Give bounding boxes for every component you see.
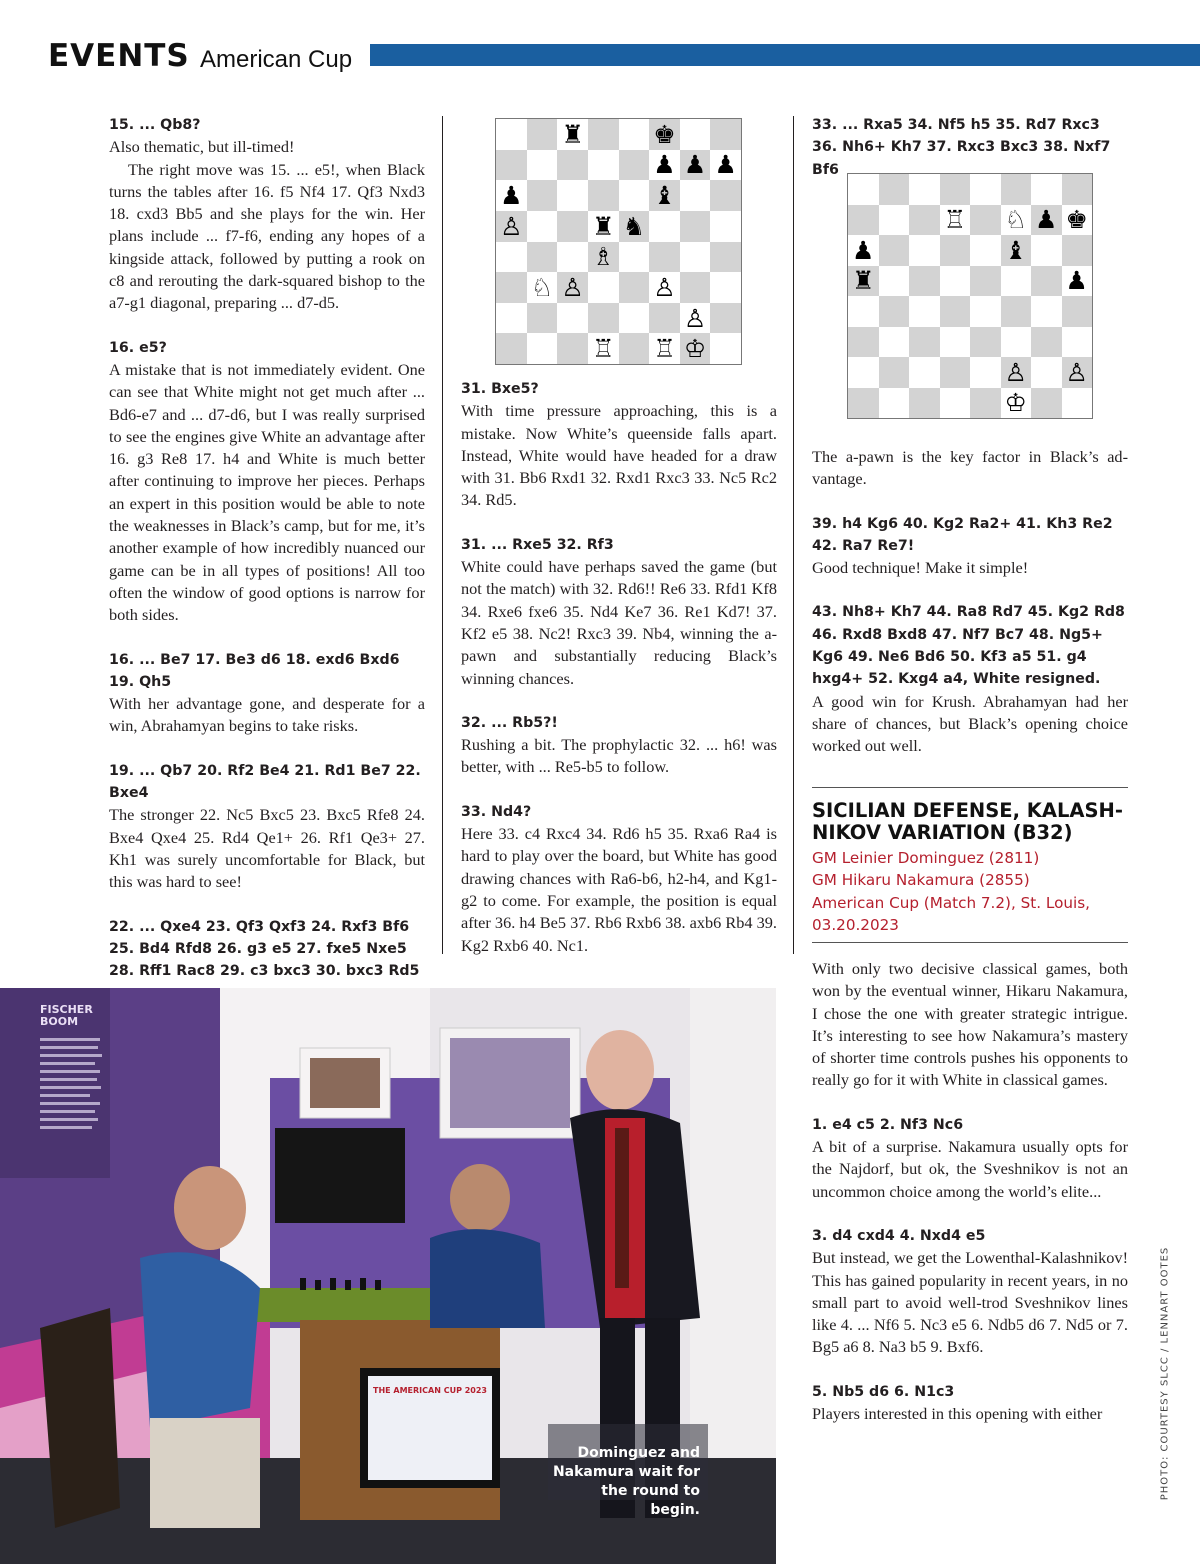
- annotation-text: But instead, we get the Lowenthal-Kalashnikov! This has gained popularity in recent years, in no small part to avoid well-trod Sveshnikov lines like 4. ... Nf6 5. Nc3 e5 6. Ndb5 d6 7. Nd5 or 7. Bg5 a6 8. Na3 b5 9. Bxf6.: [812, 1248, 1128, 1357]
- black-knight-icon: ♞: [622, 211, 646, 241]
- board-square: [588, 242, 619, 273]
- board-square: [496, 242, 527, 273]
- annotation-text: A bit of a surprise. Nakamura usually opts for the Najdorf, but ok, the Sveshnikov is not an uncommon choice among the world’s elite...: [812, 1137, 1128, 1201]
- move-sequence: 5. Nb5 d6 6. N1c3: [812, 1383, 955, 1400]
- paragraph-gap: [812, 1203, 1128, 1225]
- board-square: [909, 296, 940, 327]
- board-square: [496, 303, 527, 334]
- board-square: [1062, 266, 1093, 297]
- white-pawn-icon: ♙: [561, 272, 584, 302]
- paragraph-gap: [812, 1359, 1128, 1381]
- game-title: SICILIAN DEFENSE, KALASHNIKOV VARIATION (B32): [812, 799, 1123, 844]
- subsection-label: American Cup: [200, 46, 353, 73]
- move-sequence: 31. Bxe5?: [461, 381, 539, 397]
- paragraph-gap: [109, 894, 425, 916]
- board-square: [527, 303, 558, 334]
- board-square: [848, 266, 879, 297]
- header-accent-bar: [370, 44, 1200, 66]
- board-square: [1001, 327, 1032, 358]
- board-square: [710, 150, 741, 181]
- board-square: [1001, 235, 1032, 266]
- black-bishop-icon: ♝: [1004, 235, 1027, 265]
- board-square: [940, 357, 971, 388]
- annotation-text: With her advantage gone, and desperate for a win, Abrahamyan begins to take risks.: [109, 694, 425, 736]
- board-square: [879, 235, 910, 266]
- move-sequence: 16. ... Be7 17. Be3 d6 18. exd6 Bxd6 19. Qh5: [109, 651, 400, 690]
- board-square: [496, 150, 527, 181]
- black-pawn-icon: ♟: [500, 181, 523, 211]
- board-square: [710, 180, 741, 211]
- board-square: [527, 242, 558, 273]
- annotation-text: With only two decisive classical games, both won by the eventual winner, Hikaru Nakamura, I chose the one with greater strategic intrigue. It’s interesting to see how Nakamura’s mastery of shorter time controls pushes his opponents to really go for it with White in classical games.: [812, 959, 1128, 1090]
- chess-diagram-move-31: [495, 118, 742, 365]
- board-square: [848, 235, 879, 266]
- black-player: GM Hikaru Nakamura (2855): [812, 871, 1030, 890]
- photo-credit: [1157, 1211, 1173, 1541]
- black-king-icon: ♚: [653, 119, 676, 149]
- wall-sign-text: FISCHER BOOM: [40, 1003, 93, 1028]
- board-square: [710, 272, 741, 303]
- board-square: [680, 119, 711, 150]
- white-pawn-icon: ♙: [683, 303, 707, 333]
- board-square: [680, 150, 711, 181]
- board-square: [588, 303, 619, 334]
- annotation-text: A mistake that is not immediately evident. One can see that White might not get much after ... Bd6-e7 and ... d7-d6, but I was really surprised to see the engines give White an advantage after 16. g3 Re8 17. h4 and White is much better after continuing to improve her pieces. Perhaps an expert in this position would be able to note the weaknesses in Black’s camp, but for me, it’s another example of how incredibly nuanced our game can be in all types of positions! All too often the window of good options is narrow for both sides.: [109, 359, 425, 625]
- board-square: [1062, 235, 1093, 266]
- board-square: [557, 333, 588, 364]
- paragraph-gap: [812, 491, 1128, 513]
- board-square: [1001, 266, 1032, 297]
- board-square: [619, 119, 650, 150]
- board-square: [527, 180, 558, 211]
- section-label: EVENTS: [48, 38, 190, 74]
- board-square: [1031, 327, 1062, 358]
- board-square: [557, 119, 588, 150]
- board-square: [649, 211, 680, 242]
- board-square: [909, 357, 940, 388]
- paragraph-gap: [109, 738, 425, 760]
- move-sequence: 16. e5?: [109, 339, 167, 356]
- annotation-text: The a-pawn is the key factor in Black’s advantage.: [812, 447, 1128, 489]
- board-square: [619, 272, 650, 303]
- board-square: [649, 180, 680, 211]
- board-square: [680, 333, 711, 364]
- board-square: [619, 180, 650, 211]
- board-square: [970, 235, 1001, 266]
- board-square: [527, 150, 558, 181]
- board-square: [970, 266, 1001, 297]
- column-2-text: [461, 378, 777, 957]
- chess-diagram-move-38: [847, 173, 1093, 419]
- annotation-text: Good technique! Make it simple!: [812, 558, 1029, 578]
- board-square: [1001, 357, 1032, 388]
- black-pawn-icon: ♟: [852, 235, 875, 265]
- board-square: [879, 296, 910, 327]
- board-square: [1001, 388, 1032, 419]
- board-square: [710, 119, 741, 150]
- white-bishop-icon: ♗: [591, 242, 615, 272]
- move-sequence: 15. ... Qb8?: [109, 117, 201, 133]
- board-square: [649, 150, 680, 181]
- annotation-text: Rushing a bit. The prophylactic 32. ... h6! was better, with ... Re5-b5 to follow.: [461, 735, 777, 777]
- board-square: [710, 211, 741, 242]
- move-sequence: 1. e4 c5 2. Nf3 Nc6: [812, 1116, 964, 1133]
- tv-screen-text: THE AMERICAN CUP 2023: [373, 1386, 487, 1395]
- board-square: [1062, 205, 1093, 236]
- column-rule-left: [442, 116, 443, 954]
- move-sequence: 22. ... Qxe4 23. Qf3 Qxf3 24. Rxf3 Bf6 25. Bd4 Rfd8 26. g3 e5 27. fxe5 Nxe5 28. Rff1 Rac8 29. c3 bxc3 30. bxc3 Rd5: [109, 918, 420, 980]
- board-square: [1062, 327, 1093, 358]
- paragraph-gap: [109, 315, 425, 337]
- board-square: [619, 242, 650, 273]
- board-square: [1031, 388, 1062, 419]
- board-square: [619, 333, 650, 364]
- board-square: [680, 211, 711, 242]
- paragraph-gap: [812, 579, 1128, 601]
- white-rook-icon: ♖: [943, 205, 966, 235]
- white-pawn-icon: ♙: [653, 272, 676, 302]
- board-square: [710, 303, 741, 334]
- board-square: [970, 327, 1001, 358]
- board-square: [1031, 235, 1062, 266]
- board-square: [879, 205, 910, 236]
- board-square: [527, 333, 558, 364]
- board-square: [1001, 205, 1032, 236]
- board-square: [619, 150, 650, 181]
- annotation-text: Also thematic, but ill-timed!: [109, 137, 295, 157]
- board-square: [909, 327, 940, 358]
- white-pawn-icon: ♙: [1004, 357, 1027, 387]
- board-square: [557, 211, 588, 242]
- white-king-icon: ♔: [683, 334, 707, 364]
- annotation-text: With time pressure approaching, this is a mistake. Now White’s queenside falls apart. Instead, White would have headed for a draw with 31. Bb6 Rxd1 32. Rxd1 Rxc3 33. Nc5 Rc2 34. Rd5.: [461, 401, 777, 510]
- white-knight-icon: ♘: [1004, 205, 1027, 235]
- column-3-text-mid: [812, 446, 1128, 758]
- board-square: [588, 180, 619, 211]
- black-rook-icon: ♜: [561, 119, 584, 149]
- board-square: [970, 388, 1001, 419]
- board-square: [710, 242, 741, 273]
- board-square: [496, 272, 527, 303]
- board-square: [557, 303, 588, 334]
- board-square: [1031, 174, 1062, 205]
- black-pawn-icon: ♟: [653, 150, 676, 180]
- black-pawn-icon: ♟: [683, 150, 707, 180]
- board-square: [557, 150, 588, 181]
- annotation-text: White could have perhaps saved the game (but not the match) with 32. Rd6!! Re6 33. Rfd1 Kf8 34. Rxe6 fxe6 35. Nd4 Ke7 36. Re1 Kd7! 37. Kf2 e5 38. Nc2! Rxc3 39. Nb4, winning the a-pawn and substantially reducing Black’s winning chances.: [461, 557, 777, 688]
- column-3-moves-top: [812, 114, 1128, 181]
- board-square: [940, 296, 971, 327]
- board-square: [680, 303, 711, 334]
- board-square: [649, 119, 680, 150]
- column-3-text-bottom: [812, 958, 1128, 1425]
- board-square: [940, 266, 971, 297]
- board-square: [848, 205, 879, 236]
- board-square: [649, 303, 680, 334]
- board-square: [879, 388, 910, 419]
- board-square: [909, 205, 940, 236]
- board-square: [1031, 205, 1062, 236]
- board-square: [496, 211, 527, 242]
- black-pawn-icon: ♟: [1035, 205, 1058, 235]
- board-square: [680, 272, 711, 303]
- board-square: [909, 174, 940, 205]
- board-square: [527, 211, 558, 242]
- board-square: [970, 357, 1001, 388]
- board-square: [848, 327, 879, 358]
- column-rule-right: [793, 116, 794, 954]
- move-sequence: 39. h4 Kg6 40. Kg2 Ra2+ 41. Kh3 Re2 42. Ra7 Re7!: [812, 515, 1113, 554]
- board-square: [848, 357, 879, 388]
- board-square: [680, 242, 711, 273]
- board-square: [1062, 174, 1093, 205]
- black-rook-icon: ♜: [591, 211, 615, 241]
- board-square: [496, 180, 527, 211]
- board-square: [1031, 357, 1062, 388]
- board-square: [1001, 296, 1032, 327]
- board-square: [970, 296, 1001, 327]
- board-square: [940, 174, 971, 205]
- board-square: [909, 235, 940, 266]
- annotation-text: A good win for Krush. Abrahamyan had her share of chances, but Black’s opening choice worked out well.: [812, 691, 1128, 756]
- white-rook-icon: ♖: [653, 334, 676, 364]
- board-square: [496, 333, 527, 364]
- wall-screen: [275, 1128, 405, 1223]
- column-1-text: [109, 114, 425, 982]
- board-square: [649, 333, 680, 364]
- move-sequence: 33. Nd4?: [461, 803, 532, 820]
- black-rook-icon: ♜: [852, 266, 875, 296]
- board-square: [619, 211, 650, 242]
- board-square: [1062, 357, 1093, 388]
- board-square: [848, 296, 879, 327]
- board-square: [527, 272, 558, 303]
- move-sequence: 43. Nh8+ Kh7 44. Ra8 Rd7 45. Kg2 Rd8 46. Rxd8 Bxd8 47. Nf7 Bc7 48. Ng5+ Kg6 49. Ne6 Bd6 50. Kf3 a5 51. g4 hxg4+ 52. Kxg4 a4, White resigned.: [812, 604, 1125, 688]
- board-square: [680, 180, 711, 211]
- annotation-text: The stronger 22. Nc5 Bxc5 23. Bxc5 Rfe8 24. Bxe4 Qxe4 25. Rd4 Qe1+ 26. Rf1 Qe3+ 27. Kh1 was surely uncomfortable for Black, but this was hard to see!: [109, 805, 425, 892]
- board-square: [649, 272, 680, 303]
- board-square: [588, 119, 619, 150]
- board-square: [879, 357, 910, 388]
- board-square: [619, 303, 650, 334]
- annotation-text: Players interested in this opening with either: [812, 1404, 1103, 1424]
- game-header-rule-top: [812, 787, 1128, 788]
- game-header-rule-bottom: [812, 942, 1128, 943]
- board-square: [557, 180, 588, 211]
- paragraph-gap: [461, 690, 777, 712]
- board-square: [970, 205, 1001, 236]
- board-square: [588, 272, 619, 303]
- white-king-icon: ♔: [1004, 388, 1027, 418]
- board-square: [848, 388, 879, 419]
- move-sequence: 32. ... Rb5?!: [461, 714, 558, 731]
- board-square: [557, 272, 588, 303]
- photo-caption: Dominguez and Nakamura wait for the round to begin.: [552, 1445, 700, 1518]
- board-square: [909, 388, 940, 419]
- white-rook-icon: ♖: [591, 334, 615, 364]
- board-square: [588, 211, 619, 242]
- white-pawn-icon: ♙: [500, 211, 523, 241]
- board-square: [496, 119, 527, 150]
- paragraph-gap: [812, 1092, 1128, 1114]
- game-meta: [812, 847, 1132, 936]
- board-square: [940, 235, 971, 266]
- white-pawn-icon: ♙: [1065, 357, 1088, 387]
- board-square: [940, 327, 971, 358]
- board-square: [557, 242, 588, 273]
- board-square: [1062, 388, 1093, 419]
- move-sequence: 31. ... Rxe5 32. Rf3: [461, 536, 614, 553]
- board-square: [1031, 266, 1062, 297]
- photo-credit-text: PHOTO: COURTESY SLCC / LENNART OOTES: [1159, 1246, 1171, 1501]
- move-sequence: 33. ... Rxa5 34. Nf5 h5 35. Rd7 Rxc3 36. Nh6+ Kh7 37. Rxc3 Bxc3 38. Nxf7 Bf6: [812, 117, 1111, 178]
- board-square: [527, 119, 558, 150]
- move-sequence: 3. d4 cxd4 4. Nxd4 e5: [812, 1227, 986, 1244]
- black-pawn-icon: ♟: [714, 150, 737, 180]
- board-square: [848, 174, 879, 205]
- annotation-text: The right move was 15. ... e5!, when Black turns the tables after 16. f5 Nf4 17. Qf3 Nxd3 18. cxd3 Bb5 and she plays for the win. Her plans include ... f7-f6, ending any hopes of a kingside attack, followed by putting a rook on c8 and rerouting the dark-squared bishop to the a7-g1 diagonal, preparing ... d7-d5.: [109, 159, 425, 313]
- black-king-icon: ♚: [1065, 205, 1088, 235]
- board-square: [1031, 296, 1062, 327]
- board-square: [1062, 296, 1093, 327]
- board-square: [940, 388, 971, 419]
- board-square: [909, 266, 940, 297]
- board-square: [588, 150, 619, 181]
- board-square: [879, 266, 910, 297]
- event-info: American Cup (Match 7.2), St. Louis, 03.20.2023: [812, 893, 1090, 934]
- move-sequence: 19. ... Qb7 20. Rf2 Be4 21. Rd1 Be7 22. Bxe4: [109, 762, 421, 802]
- paragraph-gap: [461, 512, 777, 534]
- board-square: [970, 174, 1001, 205]
- board-square: [588, 333, 619, 364]
- annotation-text: Here 33. c4 Rxc4 34. Rd6 h5 35. Rxa6 Ra4 is hard to play over the board, but White has good drawing chances with Ra6-b6, h2-h4, and Kg1-g2 to come. For example, the position is equal after 36. h4 Be5 37. Rb6 Rxb6 38. axb6 Rb4 39. Kg2 Rxb6 40. Nc1.: [461, 824, 777, 955]
- white-knight-icon: ♘: [530, 272, 554, 302]
- black-bishop-icon: ♝: [653, 181, 676, 211]
- white-player: GM Leinier Dominguez (2811): [812, 849, 1040, 867]
- board-square: [879, 327, 910, 358]
- paragraph-gap: [461, 779, 777, 801]
- paragraph-gap: [109, 627, 425, 649]
- board-square: [1001, 174, 1032, 205]
- board-square: [940, 205, 971, 236]
- board-square: [710, 333, 741, 364]
- board-square: [649, 242, 680, 273]
- black-pawn-icon: ♟: [1065, 266, 1088, 296]
- board-square: [879, 174, 910, 205]
